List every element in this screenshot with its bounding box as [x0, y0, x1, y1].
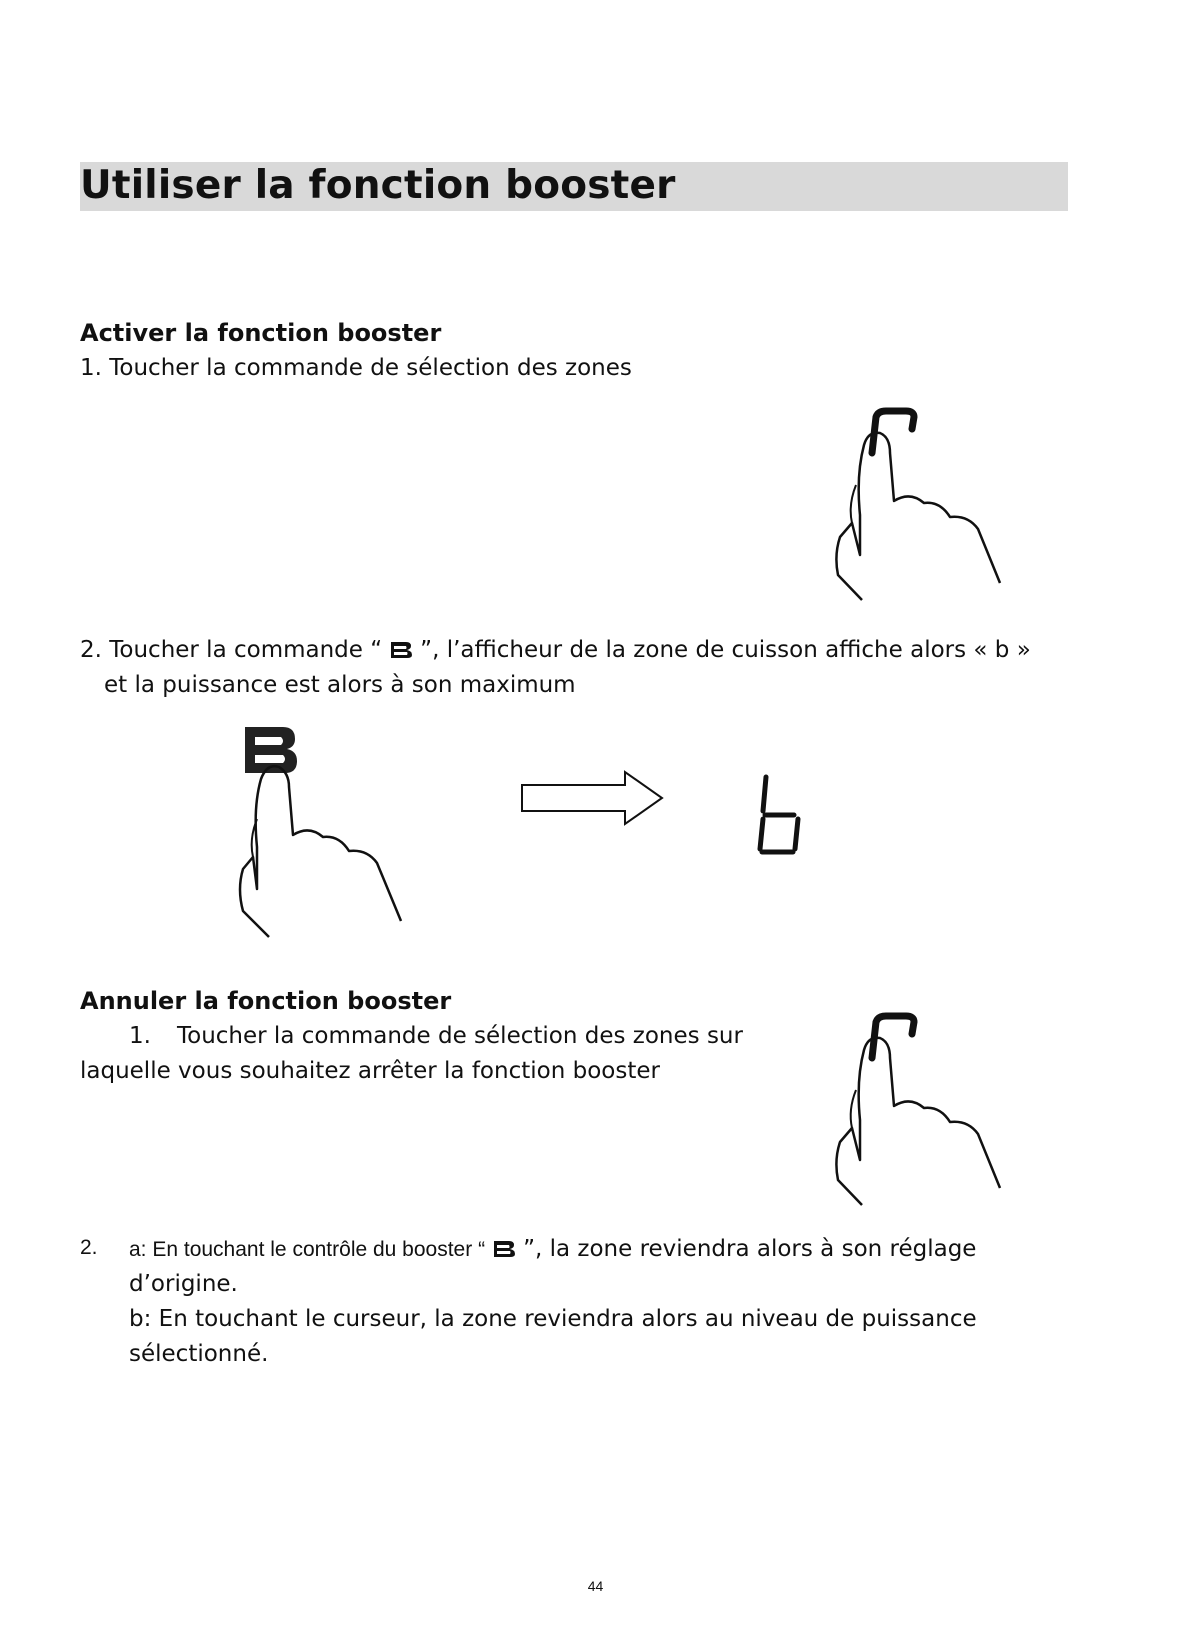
page-title: Utiliser la fonction booster [80, 163, 676, 208]
booster-b-icon [388, 640, 414, 660]
cancel-step2a-line2: d’origine. [129, 1271, 238, 1297]
cancel-step2b-line1: b: En touchant le curseur, la zone reviendra alors au niveau de puissance [129, 1306, 977, 1332]
activate-heading: Activer la fonction booster [80, 319, 442, 347]
cancel-heading: Annuler la fonction booster [80, 987, 452, 1015]
cancel-step2a-line1 [129, 1234, 976, 1265]
activate-step2-line2: et la puissance est alors à son maximum [104, 672, 576, 698]
cancel-step2a-suffix: ”, la zone reviendra alors à son réglage [523, 1236, 977, 1262]
cancel-step1-number: 1. [129, 1023, 151, 1049]
display-b-icon [758, 775, 808, 855]
activate-step1: 1. Toucher la commande de sélection des zones [80, 355, 632, 381]
hand-pointing-icon [860, 1010, 1040, 1210]
cancel-step1-line2: laquelle vous souhaitez arrêter la fonction booster [80, 1058, 660, 1084]
page-number: 44 [587, 1578, 604, 1594]
cancel-step2a-prefix: a: En touchant le contrôle du booster “ [129, 1238, 486, 1261]
right-arrow-icon [520, 770, 665, 826]
cancel-step2-number: 2. [80, 1236, 98, 1259]
hand-pointing-icon [860, 405, 1040, 605]
activate-step2-suffix: ”, l’afficheur de la zone de cuisson affiche alors « b » [420, 637, 1031, 663]
activate-step2-line1 [80, 635, 1031, 665]
cancel-step1-text: Toucher la commande de sélection des zones sur [177, 1023, 743, 1049]
cancel-step2b-line2: sélectionné. [129, 1341, 269, 1367]
hand-pointing-icon [235, 725, 415, 940]
booster-b-icon [491, 1239, 517, 1259]
activate-step2-prefix: 2. Toucher la commande “ [80, 637, 383, 663]
